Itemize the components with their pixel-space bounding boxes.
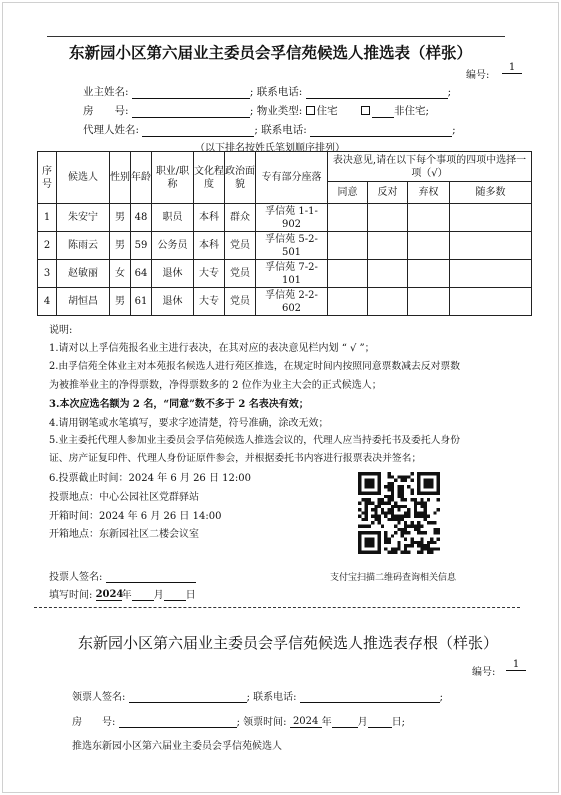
header-abstain: 弃权: [408, 182, 450, 204]
blank-line: [372, 106, 394, 118]
row-party: 党员: [225, 260, 256, 288]
fill-month-field[interactable]: [132, 589, 154, 601]
top-rule: [47, 36, 505, 37]
vote-place: 投票地点：中心公园社区党群驿站: [49, 492, 199, 503]
vote-majority-cell[interactable]: [450, 288, 532, 316]
note-1: 1.请对以上孚信苑报名业主进行表决，在其对应的表决意见栏内划 “ √ ”；: [49, 343, 375, 354]
vote-abstain-cell[interactable]: [408, 288, 450, 316]
stub-room-row: [72, 713, 405, 728]
month-unit: 月: [153, 590, 164, 601]
room-row: [83, 103, 429, 118]
semicolon: ;: [439, 692, 444, 703]
row-party: 党员: [225, 232, 256, 260]
collect-month-field[interactable]: [332, 716, 358, 728]
header-follow-majority: 随多数: [450, 182, 532, 204]
residential-option: 住宅: [316, 105, 338, 117]
row-age: 48: [131, 204, 152, 232]
row-gender: 男: [110, 204, 131, 232]
row-no: 2: [38, 232, 57, 260]
note-5a: 5.业主委托代理人参加业主委员会孚信苑候选人推选会议的，代理人应当持委托书及委托人身份: [49, 435, 461, 446]
nonresidential-checkbox[interactable]: [361, 106, 370, 115]
row-unit: 孚信苑 5-2-501: [256, 232, 328, 260]
vote-majority-cell[interactable]: [450, 232, 532, 260]
row-no: 1: [38, 204, 57, 232]
row-no: 4: [38, 288, 57, 316]
day-unit: 日: [185, 590, 196, 601]
vote-agree-cell[interactable]: [328, 232, 368, 260]
row-edu: 本科: [194, 204, 225, 232]
note-2b: 为被推举业主的净得票数，净得票数多的 2 位作为业主大会的正式候选人；: [49, 380, 382, 391]
qr-code-icon[interactable]: [358, 472, 440, 554]
header-oppose: 反对: [368, 182, 408, 204]
row-name: 陈雨云: [57, 232, 110, 260]
candidate-table: [37, 151, 532, 316]
collect-day-field[interactable]: [368, 716, 392, 728]
row-name: 胡恒昌: [57, 288, 110, 316]
row-unit: 孚信苑 1-1-902: [256, 204, 328, 232]
header-candidate: 候选人: [57, 152, 110, 204]
row-gender: 男: [110, 288, 131, 316]
row-party: 党员: [225, 288, 256, 316]
room-label: 房 号:: [83, 105, 129, 117]
open-place: 开箱地点：东新园社区二楼会议室: [49, 529, 199, 540]
property-type-label: ; 物业类型:: [249, 105, 303, 117]
stub-collector-row: [72, 688, 443, 703]
vote-agree-cell[interactable]: [328, 204, 368, 232]
table-row: [38, 204, 532, 232]
stub-phone-label: ; 联系电话:: [246, 692, 297, 703]
row-edu: 大专: [194, 260, 225, 288]
note-2a: 2.由孚信苑全体业主对本苑报名候选人进行苑区推选，在规定时间内按照同意票数减去反对票数: [49, 361, 461, 372]
vote-oppose-cell[interactable]: [368, 288, 408, 316]
row-gender: 女: [110, 260, 131, 288]
voter-sign-label: 投票人签名:: [49, 572, 103, 583]
collect-time-label: ; 领票时间:: [236, 717, 287, 728]
qr-caption: 支付宝扫描二维码查询相关信息: [330, 573, 457, 583]
note-5b: 证、房产证复印件、代理人身份证原件参会，并根据委托书内容进行报票表决并签名；: [49, 453, 422, 464]
row-edu: 大专: [194, 288, 225, 316]
collector-sign-field[interactable]: [129, 691, 247, 703]
year-unit: 年: [121, 590, 132, 601]
semicolon: ;: [452, 124, 456, 136]
serial-label: 编号:: [466, 70, 490, 81]
open-time: 开箱时间：2024 年 6 月 26 日 14:00: [49, 511, 222, 522]
stub-serial-label: 编号:: [472, 667, 496, 678]
serial-value: 1: [502, 62, 522, 74]
proxy-phone-field[interactable]: [310, 125, 452, 137]
row-name: 朱安宁: [57, 204, 110, 232]
proxy-phone-label: ; 联系电话:: [254, 124, 307, 136]
proxy-row: [83, 122, 456, 137]
table-row: [38, 288, 532, 316]
owner-name-label: 业主姓名:: [83, 86, 129, 98]
vote-abstain-cell[interactable]: [408, 232, 450, 260]
fill-year[interactable]: 2024: [95, 589, 124, 600]
fill-time-label: 填写时间:: [49, 590, 93, 601]
vote-oppose-cell[interactable]: [368, 204, 408, 232]
row-age: 61: [131, 288, 152, 316]
stub-phone-field[interactable]: [300, 691, 440, 703]
vote-agree-cell[interactable]: [328, 260, 368, 288]
stub-title: 东新园小区第六届业主委员会孚信苑候选人推选表存根（样张）: [78, 634, 499, 652]
table-row: [38, 260, 532, 288]
row-job: 退休: [152, 288, 194, 316]
header-age: 年龄: [131, 152, 152, 204]
owner-phone-label: ; 联系电话:: [249, 86, 303, 98]
nonresidential-option: 非住宅: [394, 105, 426, 117]
row-party: 群众: [225, 204, 256, 232]
owner-name-field[interactable]: [132, 87, 250, 99]
collector-sign-label: 领票人签名:: [72, 692, 126, 703]
year-unit: 年: [321, 717, 332, 728]
row-edu: 本科: [194, 232, 225, 260]
proxy-name-field[interactable]: [142, 125, 254, 137]
vote-agree-cell[interactable]: [328, 288, 368, 316]
header-job: 职业/职称: [152, 152, 194, 204]
note-6: 6.投票截止时间：2024 年 6 月 26 日 12:00: [49, 473, 251, 484]
vote-majority-cell[interactable]: [450, 204, 532, 232]
row-gender: 男: [110, 232, 131, 260]
row-unit: 孚信苑 7-2-101: [256, 260, 328, 288]
owner-row: [83, 84, 451, 99]
form-title: 东新园小区第六届业主委员会孚信苑候选人推选表（样张）: [69, 44, 473, 62]
fill-day-field[interactable]: [164, 589, 186, 601]
header-unit: 专有部分座落: [256, 152, 328, 204]
header-party: 政治面貌: [225, 152, 256, 204]
voter-sign-field[interactable]: [106, 571, 196, 583]
row-job: 退休: [152, 260, 194, 288]
room-field[interactable]: [132, 106, 250, 118]
semicolon: ;: [425, 105, 430, 117]
header-no: 序号: [38, 152, 57, 204]
semicolon: ;: [447, 86, 452, 98]
vote-majority-cell[interactable]: [450, 260, 532, 288]
cut-line: [34, 607, 520, 608]
header-vote-instruction: 表决意见,请在以下每个事项的四项中选择一项（√）: [328, 152, 532, 182]
row-age: 64: [131, 260, 152, 288]
stub-footer: 推选东新园小区第六届业主委员会孚信苑候选人: [72, 741, 282, 752]
stub-room-field[interactable]: [119, 716, 237, 728]
sort-note: （以下排名按姓氏笔划顺序排列）: [195, 143, 345, 154]
row-age: 59: [131, 232, 152, 260]
header-edu: 文化程度: [194, 152, 225, 204]
voter-sign-row: [49, 568, 196, 583]
vote-abstain-cell[interactable]: [408, 260, 450, 288]
residential-checkbox[interactable]: [306, 106, 315, 115]
note-3: 3.本次应选名额为 2 名，“同意”数不多于 2 名表决有效；: [49, 399, 309, 410]
vote-oppose-cell[interactable]: [368, 232, 408, 260]
header-gender: 性别: [110, 152, 131, 204]
collect-year[interactable]: 2024: [290, 716, 322, 728]
row-no: 3: [38, 260, 57, 288]
proxy-name-label: 代理人姓名:: [83, 124, 140, 136]
vote-oppose-cell[interactable]: [368, 260, 408, 288]
note-4: 4.请用钢笔或水笔填写，要求字迹清楚，符号准确，涂改无效；: [49, 418, 329, 429]
row-name: 赵敏丽: [57, 260, 110, 288]
day-unit: 日;: [391, 717, 406, 728]
owner-phone-field[interactable]: [306, 87, 448, 99]
fill-time-row: [49, 586, 196, 601]
notes-heading: 说明:: [49, 325, 73, 336]
row-job: 公务员: [152, 232, 194, 260]
header-agree: 同意: [328, 182, 368, 204]
row-unit: 孚信苑 2-2-602: [256, 288, 328, 316]
month-unit: 月: [357, 717, 368, 728]
stub-serial-value: 1: [506, 659, 526, 671]
vote-abstain-cell[interactable]: [408, 204, 450, 232]
table-row: [38, 232, 532, 260]
stub-room-label: 房 号:: [72, 717, 116, 728]
row-job: 职员: [152, 204, 194, 232]
